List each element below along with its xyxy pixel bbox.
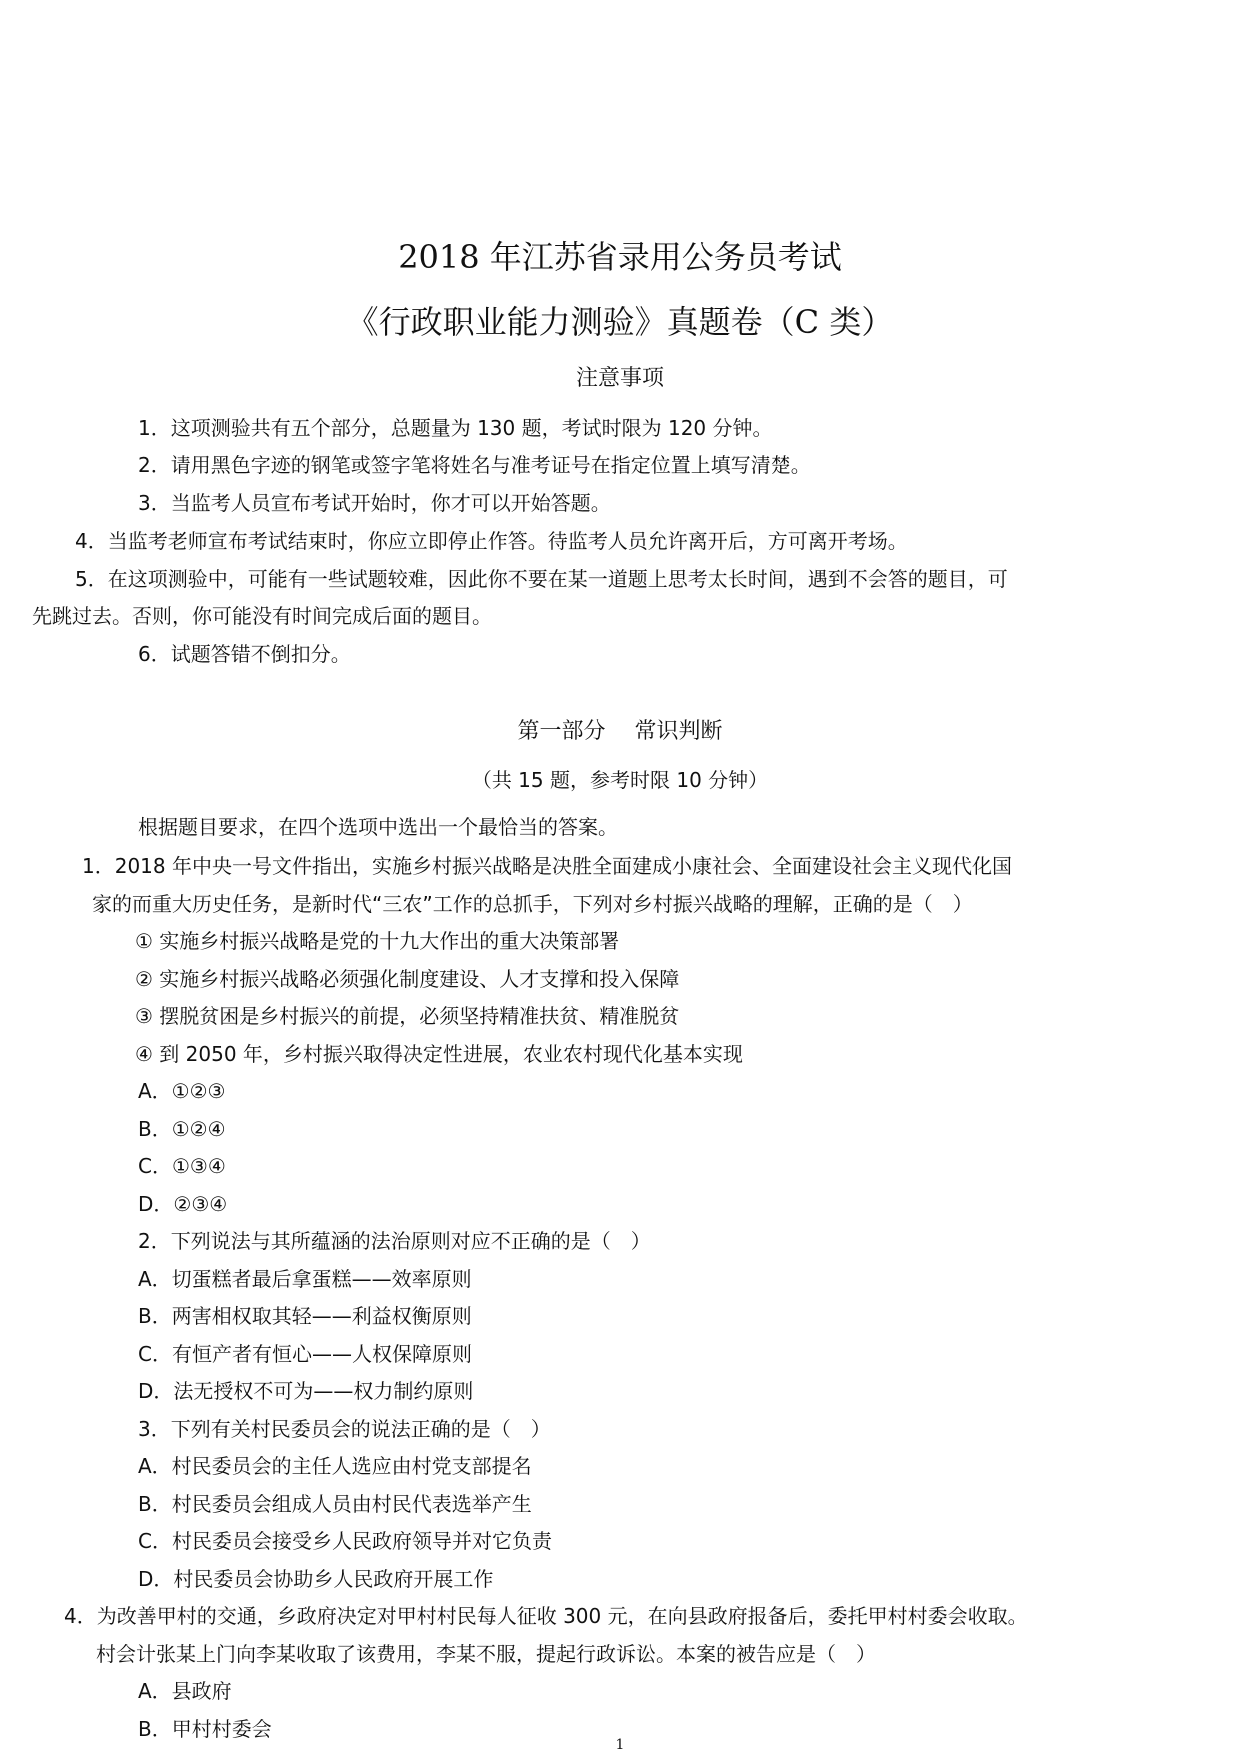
q1-option-c: C．①③④ bbox=[138, 1154, 226, 1178]
q3-stem: 3．下列有关村民委员会的说法正确的是（ ） bbox=[138, 1417, 551, 1441]
q1-stem-continuation: 家的而重大历史任务，是新时代“三农”工作的总抓手，下列对乡村振兴战略的理解，正确的是（ ） bbox=[92, 892, 973, 916]
q2-option-b: B．两害相权取其轻——利益权衡原则 bbox=[138, 1304, 472, 1328]
q1-statement: ① 实施乡村振兴战略是党的十九大作出的重大决策部署 bbox=[135, 929, 620, 953]
exam-subtitle: 《行政职业能力测验》真题卷（C 类） bbox=[346, 303, 894, 341]
notice-item: 2．请用黑色字迹的钢笔或签字笔将姓名与准考证号在指定位置上填写清楚。 bbox=[138, 453, 811, 477]
q4-option-b: B．甲村村委会 bbox=[138, 1717, 272, 1741]
notice-item: 5．在这项测验中，可能有一些试题较难，因此你不要在某一道题上思考太长时间，遇到不会答的题目，可 bbox=[75, 567, 1008, 591]
q1-option-d: D．②③④ bbox=[138, 1192, 228, 1216]
q1-option-b: B．①②④ bbox=[138, 1117, 226, 1141]
exam-title: 2018 年江苏省录用公务员考试 bbox=[398, 238, 842, 276]
q4-stem-continuation: 村会计张某上门向李某收取了该费用，李某不服，提起行政诉讼。本案的被告应是（ ） bbox=[96, 1642, 876, 1666]
q1-statement: ③ 摆脱贫困是乡村振兴的前提，必须坚持精准扶贫、精准脱贫 bbox=[135, 1004, 680, 1028]
q1-statement: ② 实施乡村振兴战略必须强化制度建设、人才支撑和投入保障 bbox=[135, 967, 680, 991]
section-instruction: 根据题目要求，在四个选项中选出一个最恰当的答案。 bbox=[138, 815, 618, 839]
q2-option-a: A．切蛋糕者最后拿蛋糕——效率原则 bbox=[138, 1267, 472, 1291]
notice-item: 6．试题答错不倒扣分。 bbox=[138, 642, 351, 666]
q4-stem: 4．为改善甲村的交通，乡政府决定对甲村村民每人征收 300 元，在向县政府报备后，委托甲村村委会收取。 bbox=[64, 1604, 1028, 1628]
notice-item: 1．这项测验共有五个部分，总题量为 130 题，考试时限为 120 分钟。 bbox=[138, 416, 773, 440]
q2-option-c: C．有恒产者有恒心——人权保障原则 bbox=[138, 1342, 472, 1366]
q2-option-d: D．法无授权不可为——权力制约原则 bbox=[138, 1379, 474, 1403]
q3-option-d: D．村民委员会协助乡人民政府开展工作 bbox=[138, 1567, 494, 1591]
notice-item: 3．当监考人员宣布考试开始时，你才可以开始答题。 bbox=[138, 491, 611, 515]
notice-heading: 注意事项 bbox=[575, 366, 664, 391]
q3-option-a: A．村民委员会的主任人选应由村党支部提名 bbox=[138, 1454, 532, 1478]
q1-statement: ④ 到 2050 年，乡村振兴取得决定性进展，农业农村现代化基本实现 bbox=[135, 1042, 743, 1066]
q4-option-a: A．县政府 bbox=[138, 1679, 232, 1703]
q1-option-a: A．①②③ bbox=[138, 1079, 226, 1103]
q1-stem: 1．2018 年中央一号文件指出，实施乡村振兴战略是决胜全面建成小康社会、全面建设社会主义现代化国 bbox=[82, 854, 1012, 878]
q3-option-c: C．村民委员会接受乡人民政府领导并对它负责 bbox=[138, 1529, 552, 1553]
q3-option-b: B．村民委员会组成人员由村民代表选举产生 bbox=[138, 1492, 532, 1516]
notice-item: 4．当监考老师宣布考试结束时，你应立即停止作答。待监考人员允许离开后，方可离开考场。 bbox=[75, 529, 908, 553]
notice-item-continuation: 先跳过去。否则，你可能没有时间完成后面的题目。 bbox=[32, 604, 492, 628]
section-meta: （共 15 题，参考时限 10 分钟） bbox=[471, 768, 769, 792]
section-title: 第一部分 常识判断 bbox=[517, 719, 723, 744]
q2-stem: 2．下列说法与其所蕴涵的法治原则对应不正确的是（ ） bbox=[138, 1229, 651, 1253]
page-number: 1 bbox=[615, 1737, 625, 1753]
